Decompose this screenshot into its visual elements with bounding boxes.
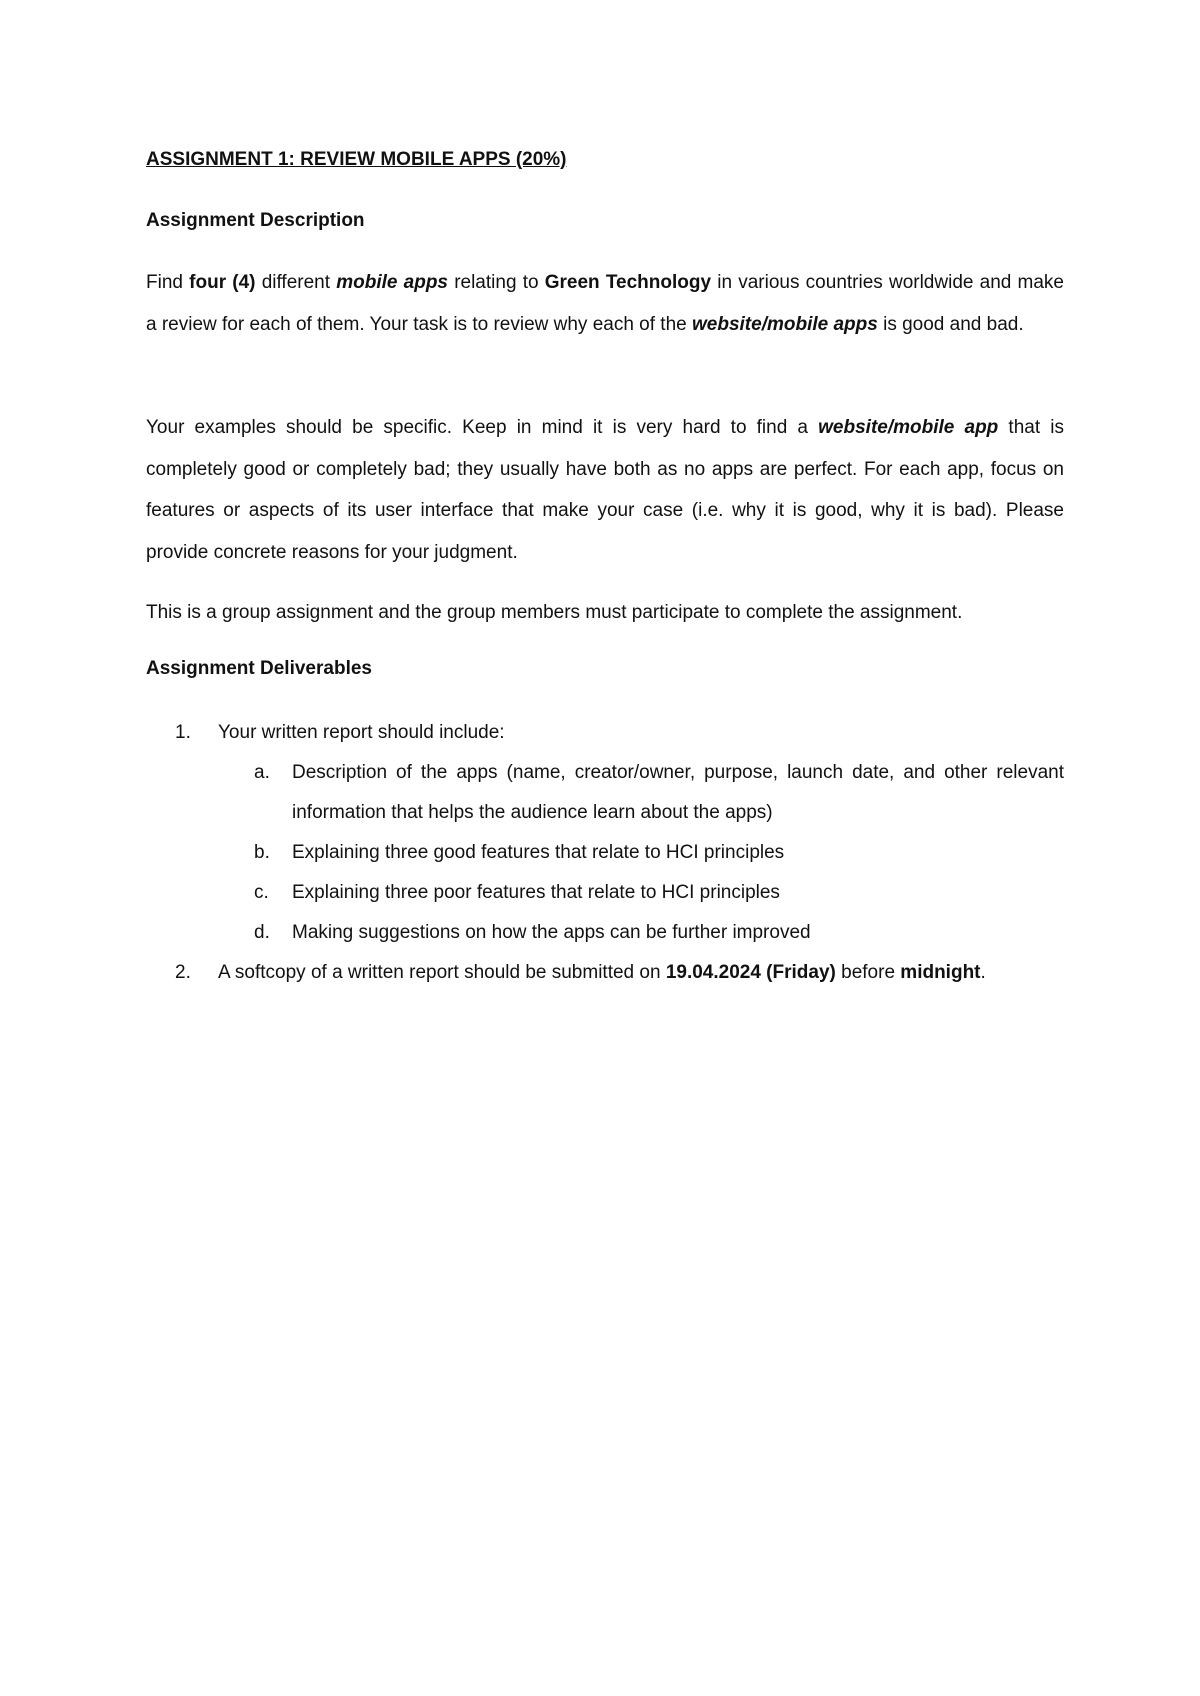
description-paragraph-1: Find four (4) different mobile apps relating to Green Technology in various countries worldwide and make a review for each of them. Your task is to review why each of the website/mobile apps is good and bad.	[146, 272, 1064, 335]
subitem-c	[146, 873, 1064, 913]
list-marker: b.	[254, 842, 270, 863]
document-page	[146, 0, 1064, 1696]
list-marker: 2.	[175, 962, 191, 983]
deliverables-list	[146, 713, 1064, 993]
description-paragraph-2: Your examples should be specific. Keep in mind it is very hard to find a website/mobile app that is completely good or completely bad; they usually have both as no apps are perfect. For each app, focus on features or aspects of its user interface that make your case (i.e. why it is good, why it is bad). Please provide concrete reasons for your judgment.	[146, 417, 1064, 563]
assignment-description-heading: Assignment Description	[146, 210, 365, 231]
assignment-deliverables-heading: Assignment Deliverables	[146, 658, 372, 679]
subitem-a	[146, 753, 1064, 833]
subitem-text: Making suggestions on how the apps can be further improved	[292, 922, 811, 943]
description-paragraph-3: This is a group assignment and the group members must participate to complete the assignment.	[146, 602, 963, 623]
deliverable-item-1	[146, 713, 1064, 753]
due-time: midnight	[900, 962, 981, 983]
deliverable-item-text: A softcopy of a written report should be submitted on 19.04.2024 (Friday) before midnight.	[218, 962, 986, 983]
deliverable-item-2	[146, 953, 1064, 993]
list-marker: c.	[254, 882, 269, 903]
subitem-text: Explaining three good features that relate to HCI principles	[292, 842, 785, 863]
list-marker: a.	[254, 762, 270, 783]
subitem-text: Explaining three poor features that relate to HCI principles	[292, 882, 780, 903]
subitem-text: Description of the apps (name, creator/owner, purpose, launch date, and other relevant information that helps the audience learn about the apps)	[292, 762, 1064, 823]
subitem-d	[146, 913, 1064, 953]
due-date: 19.04.2024 (Friday)	[665, 962, 836, 983]
subitem-b	[146, 833, 1064, 873]
deliverable-item-text: Your written report should include:	[218, 722, 505, 743]
deliverable-subitems	[146, 753, 1064, 953]
list-marker: d.	[254, 922, 270, 943]
subitem-list	[146, 753, 1064, 953]
list-marker: 1.	[175, 722, 191, 743]
assignment-title: ASSIGNMENT 1: REVIEW MOBILE APPS (20%)	[146, 149, 567, 170]
